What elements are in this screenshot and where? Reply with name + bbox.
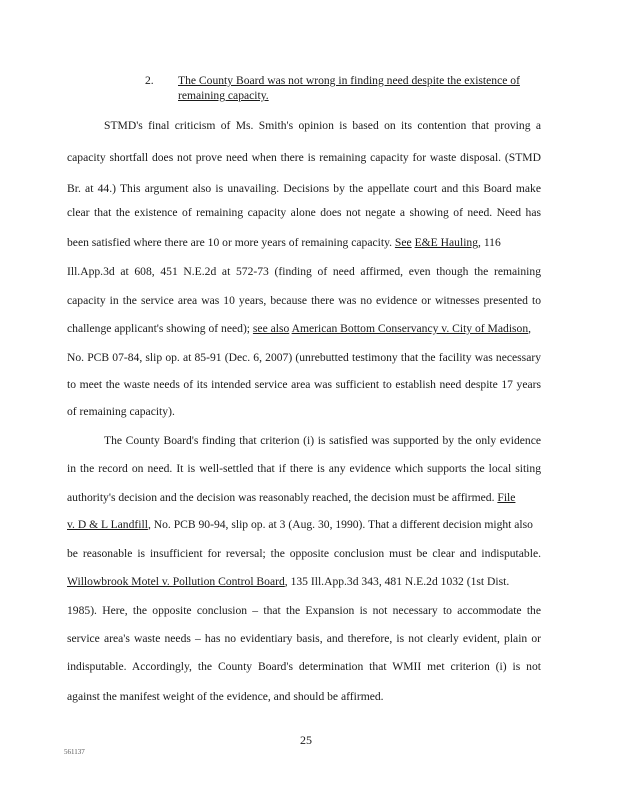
case-cite-ee-hauling: E&E Hauling [414, 236, 479, 249]
para1-line-3: Br. at 44.) This argument also is unavailing. Decisions by the appellate court and this Board make [67, 182, 541, 195]
section-number: 2. [145, 74, 154, 87]
case-cite-willowbrook: Willowbrook Motel v. Pollution Control Board [67, 575, 285, 588]
para1-line-4: clear that the existence of remaining capacity alone does not negate a showing of need. Need has [67, 206, 541, 219]
para1-line-5: been satisfied where there are 10 or more years of remaining capacity. See E&E Hauling, 116 [67, 236, 501, 249]
para1-line-10: to meet the waste needs of its intended service area was sufficient to establish need despite 17 years [67, 378, 541, 391]
case-cite-file-part-2: v. D & L Landfill [67, 518, 148, 531]
para1-line-11: of remaining capacity). [67, 405, 175, 418]
para2-line-2: in the record on need. It is well-settled that if there is any evidence which supports the local siting [67, 462, 541, 475]
page-number: 25 [300, 733, 312, 747]
section-heading-line-2: remaining capacity. [178, 89, 269, 102]
para2-line-7: 1985). Here, the opposite conclusion – that the Expansion is not necessary to accommodate the [67, 604, 541, 617]
para2-line-10: against the manifest weight of the evidence, and should be affirmed. [67, 690, 384, 703]
case-cite-file-part-1: File [497, 491, 516, 504]
para1-line-8: challenge applicant's showing of need); see also American Bottom Conservancy v. City of Madison, [67, 322, 532, 335]
para2-line-6: Willowbrook Motel v. Pollution Control Board, 135 Ill.App.3d 343, 481 N.E.2d 1032 (1st Dist. [67, 575, 510, 588]
para2-line-4: v. D & L Landfill, No. PCB 90-94, slip op. at 3 (Aug. 30, 1990). That a different decision might also [67, 518, 533, 531]
para1-line-6: Ill.App.3d at 608, 451 N.E.2d at 572-73 (finding of need affirmed, even though the remaining [67, 265, 541, 278]
para2-line-9: indisputable. Accordingly, the County Board's determination that WMII met criterion (i) is not [67, 660, 541, 673]
section-heading-line-1: The County Board was not wrong in finding need despite the existence of [178, 74, 520, 87]
para1-line-1: STMD's final criticism of Ms. Smith's opinion is based on its contention that proving a [104, 119, 541, 132]
para2-line-1: The County Board's finding that criterion (i) is satisfied was supported by the only evidence [104, 434, 541, 447]
case-cite-american-bottom: American Bottom Conservancy v. City of Madison [291, 322, 529, 335]
document-id: 561137 [64, 748, 85, 756]
para2-line-8: service area's waste needs – has no evidentiary basis, and therefore, is not clearly evident, plain or [67, 632, 541, 645]
para1-line-2: capacity shortfall does not prove need when there is remaining capacity for waste disposal. (STMD [67, 151, 541, 164]
para1-line-9: No. PCB 07-84, slip op. at 85-91 (Dec. 6, 2007) (unrebutted testimony that the facility was necessary [67, 351, 541, 364]
para2-line-5: be reasonable is insufficient for reversal; the opposite conclusion must be clear and indisputable. [67, 547, 541, 560]
para2-line-3: authority's decision and the decision was reasonably reached, the decision must be affirmed. File [67, 491, 516, 504]
para1-line-7: capacity in the service area was 10 years, because there was no evidence or witnesses presented to [67, 294, 541, 307]
